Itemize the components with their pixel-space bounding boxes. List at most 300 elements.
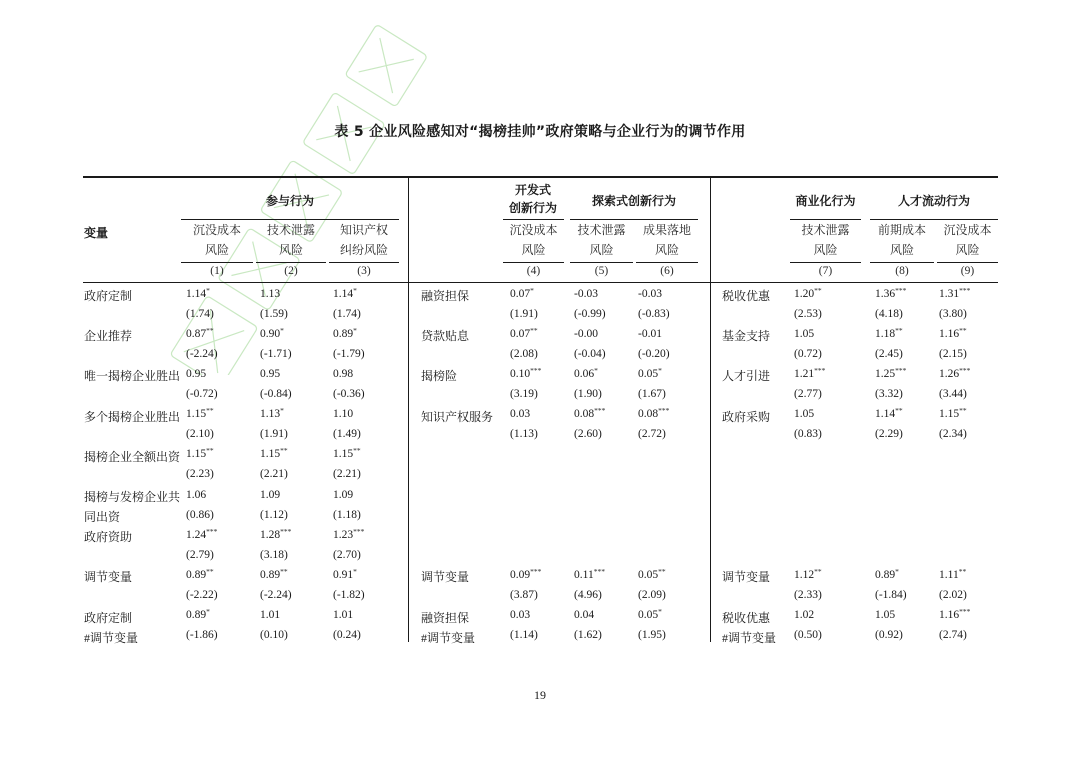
cell-value: (2.77) xyxy=(794,388,822,400)
table-cell xyxy=(260,526,292,541)
significance-stars: *** xyxy=(280,526,292,536)
significance-stars: ** xyxy=(959,325,967,335)
cell-value: 1.16 xyxy=(939,609,960,622)
table-cell xyxy=(794,348,822,360)
table-cell xyxy=(260,489,280,501)
significance-stars: *** xyxy=(353,526,365,536)
significance-stars: ** xyxy=(958,566,967,576)
col-number-4: (4) xyxy=(526,265,541,277)
table-cell xyxy=(794,408,814,420)
group-header-talent-flow: 人才流动行为 xyxy=(897,194,970,208)
cell-value: (-1.71) xyxy=(260,347,292,360)
col-number-2: (2) xyxy=(284,265,298,277)
cell-value: 1.18 xyxy=(875,327,896,340)
cell-value: (2.34) xyxy=(939,428,967,441)
cell-value: (0.92) xyxy=(875,629,903,642)
cell-value: 1.09 xyxy=(333,488,354,501)
table-cell xyxy=(333,489,353,501)
table-cell xyxy=(875,308,903,320)
row-label: 融资担保 xyxy=(421,289,470,303)
table-cell xyxy=(510,365,542,380)
cell-value: 1.23 xyxy=(333,528,354,541)
cell-value: (1.18) xyxy=(333,508,361,521)
cell-value: 1.14 xyxy=(333,287,354,300)
table-cell xyxy=(574,566,605,581)
cell-value: (2.74) xyxy=(939,629,967,642)
cell-value: 0.06 xyxy=(574,367,595,380)
cell-value: (4.18) xyxy=(875,307,903,320)
row-label: 贷款贴息 xyxy=(421,329,470,344)
cell-value: 0.08 xyxy=(638,408,659,421)
cell-value: (1.12) xyxy=(260,508,288,521)
cell-value: 1.05 xyxy=(794,327,815,340)
cell-value: (2.10) xyxy=(186,428,214,441)
table-cell xyxy=(260,408,284,420)
cell-value: 1.11 xyxy=(939,568,959,581)
table-cell xyxy=(794,285,822,300)
cell-value: (-1.86) xyxy=(186,629,218,642)
significance-stars: *** xyxy=(593,566,605,576)
subheader-1: 沉没成本 风险 xyxy=(192,223,241,257)
cell-value: 1.14 xyxy=(186,287,207,300)
cell-value: 1.36 xyxy=(875,287,896,300)
cell-value: 0.95 xyxy=(260,367,281,380)
cell-value: 1.10 xyxy=(333,408,354,421)
table-cell xyxy=(574,589,602,601)
table-cell xyxy=(333,526,365,541)
table-cell xyxy=(875,408,903,420)
table-cell xyxy=(260,368,280,380)
significance-stars: ** xyxy=(206,325,214,335)
table-cell xyxy=(260,325,284,340)
cell-value: (1.90) xyxy=(574,388,602,400)
cell-value: (2.70) xyxy=(333,548,361,561)
table-cell xyxy=(186,609,210,621)
subheader-underline-6 xyxy=(636,262,698,263)
row-label: #调节变量 xyxy=(421,630,476,645)
significance-stars: *** xyxy=(959,607,971,617)
row-label: 人才引进 xyxy=(722,369,771,384)
table-cell xyxy=(333,549,361,561)
significance-stars: *** xyxy=(959,285,971,295)
cell-value: (-0.04) xyxy=(574,347,606,360)
row-label: 揭榜企业全额出资 xyxy=(84,449,181,464)
table-cell xyxy=(574,328,598,340)
table-cell xyxy=(510,325,538,340)
cell-value: (1.59) xyxy=(260,307,288,320)
subheader-underline-9 xyxy=(937,262,998,263)
table-cell xyxy=(333,448,361,460)
cell-value: -0.01 xyxy=(638,327,662,340)
table-cell xyxy=(186,348,218,360)
table-cell xyxy=(510,629,538,641)
cell-value: (-1.84) xyxy=(875,589,907,601)
table-cell xyxy=(939,308,967,320)
cell-value: (3.19) xyxy=(510,388,538,400)
cell-value: (0.10) xyxy=(260,629,288,642)
group-header-participation: 参与行为 xyxy=(265,194,314,208)
table-cell xyxy=(260,629,288,641)
significance-stars: * xyxy=(530,285,534,295)
cell-value: 0.91 xyxy=(333,568,354,581)
table-cell xyxy=(510,566,542,581)
significance-stars: ** xyxy=(658,566,666,576)
table-cell xyxy=(939,629,967,641)
cell-value: 0.87 xyxy=(186,327,207,340)
row-label: 同出资 xyxy=(84,510,121,525)
cell-value: (1.13) xyxy=(510,428,538,441)
cell-value: 1.31 xyxy=(939,287,960,300)
table-cell xyxy=(333,566,357,581)
cell-value: 0.95 xyxy=(186,367,207,380)
cell-value: (2.21) xyxy=(333,468,361,481)
cell-value: 1.15 xyxy=(333,448,354,461)
cell-value: -0.00 xyxy=(574,327,598,340)
cell-value: (0.24) xyxy=(333,629,361,642)
table-cell xyxy=(260,589,292,601)
table-cell xyxy=(638,589,666,601)
cell-value: 1.26 xyxy=(939,367,960,380)
table-cell xyxy=(186,428,214,440)
cell-value: (2.45) xyxy=(875,347,903,360)
table-cell xyxy=(875,285,907,300)
col-number-9: (9) xyxy=(960,265,975,277)
cell-value: 1.14 xyxy=(875,408,896,421)
cell-value: (1.74) xyxy=(186,307,214,320)
table-cell xyxy=(939,428,967,440)
significance-stars: ** xyxy=(814,566,822,576)
col-number-1: (1) xyxy=(210,265,224,277)
group-header-commercialization: 商业化行为 xyxy=(795,194,856,208)
page-number: 19 xyxy=(534,688,546,702)
cell-value: (-0.83) xyxy=(638,307,670,320)
table-cell xyxy=(333,348,365,360)
subheader-7: 技术泄露 风险 xyxy=(801,223,850,257)
table-cell xyxy=(875,609,895,621)
table-cell xyxy=(186,285,210,300)
cell-value: (3.18) xyxy=(260,548,288,561)
row-label: 调节变量 xyxy=(421,570,470,585)
subheader-underline-2 xyxy=(256,262,326,263)
cell-value: 0.09 xyxy=(510,568,531,581)
group-header-exploitative: 开发式 创新行为 xyxy=(508,183,557,215)
significance-stars: * xyxy=(895,566,899,576)
row-label: 揭榜与发榜企业共 xyxy=(84,490,181,504)
cell-value: (-0.99) xyxy=(574,307,606,320)
significance-stars: ** xyxy=(959,406,967,416)
col-number-5: (5) xyxy=(594,265,609,277)
cell-value: (1.91) xyxy=(260,428,288,441)
row-label: 调节变量 xyxy=(722,570,771,585)
table-cell xyxy=(638,348,670,360)
significance-stars: ** xyxy=(353,446,361,456)
table-cell xyxy=(186,526,218,541)
bottom-header-rule xyxy=(83,282,998,283)
significance-stars: * xyxy=(658,365,662,375)
subheader-2: 技术泄露 风险 xyxy=(266,223,315,257)
cell-value: (2.23) xyxy=(186,468,214,481)
table-cell xyxy=(186,629,218,641)
cell-value: (1.74) xyxy=(333,307,361,320)
cell-value: (0.86) xyxy=(186,508,214,521)
significance-stars: ** xyxy=(814,285,822,295)
subheader-8: 前期成本 风险 xyxy=(877,223,926,257)
cell-value: (2.60) xyxy=(574,428,602,441)
row-label: 基金支持 xyxy=(722,329,771,344)
table-cell xyxy=(939,285,971,300)
table-cell xyxy=(186,368,206,380)
table-cell xyxy=(574,408,605,420)
table-cell xyxy=(186,388,218,400)
cell-value: 1.15 xyxy=(939,408,960,421)
significance-stars: ** xyxy=(280,446,288,456)
table-cell xyxy=(333,509,361,521)
table-cell xyxy=(260,388,292,400)
significance-stars: * xyxy=(353,285,357,295)
table-cell xyxy=(794,428,822,440)
group-header-exploratory: 探索式创新行为 xyxy=(591,194,676,208)
table-cell xyxy=(939,388,967,400)
table-cell xyxy=(186,566,214,581)
subheader-underline-5 xyxy=(570,262,633,263)
table-cell xyxy=(333,308,361,320)
cell-value: (3.87) xyxy=(510,589,538,601)
table-cell xyxy=(333,609,353,621)
significance-stars: *** xyxy=(206,526,218,536)
table-cell xyxy=(260,468,288,480)
row-label: 多个揭榜企业胜出 xyxy=(84,409,181,424)
col-number-8: (8) xyxy=(895,265,909,277)
cell-value: (2.72) xyxy=(638,428,666,441)
table-cell xyxy=(794,566,822,581)
cell-value: 0.90 xyxy=(260,327,281,340)
row-label: 政府定制 xyxy=(84,610,133,625)
table-cell xyxy=(638,609,662,621)
cell-value: 0.05 xyxy=(638,568,659,581)
cell-value: 1.05 xyxy=(794,408,815,421)
significance-stars: *** xyxy=(895,365,907,375)
table-cell xyxy=(260,348,292,360)
row-label: 调节变量 xyxy=(84,570,133,585)
table-cell xyxy=(260,428,288,440)
cell-value: 1.06 xyxy=(186,488,207,501)
row-label: #调节变量 xyxy=(84,630,139,645)
table-cell xyxy=(939,408,967,420)
significance-stars: ** xyxy=(895,325,903,335)
table-cell xyxy=(574,629,602,641)
cell-value: 1.16 xyxy=(939,327,960,340)
cell-value: (4.96) xyxy=(574,589,602,601)
table-cell xyxy=(794,629,822,641)
row-label: 知识产权服务 xyxy=(421,409,494,424)
row-label: 揭榜险 xyxy=(421,369,458,384)
subheader-underline-7 xyxy=(790,262,861,263)
cell-value: 1.13 xyxy=(260,287,281,300)
cell-value: (-0.20) xyxy=(638,347,670,360)
table-cell xyxy=(260,549,288,561)
table-cell xyxy=(794,365,826,380)
cell-value: 0.04 xyxy=(574,609,595,622)
table-cell xyxy=(939,589,967,601)
significance-stars: ** xyxy=(206,566,214,576)
table-cell xyxy=(260,566,288,581)
significance-stars: ** xyxy=(895,406,903,416)
table-cell xyxy=(574,609,594,621)
cell-value: -0.03 xyxy=(574,287,598,300)
col-number-3: (3) xyxy=(357,265,371,277)
cell-value: (2.21) xyxy=(260,468,288,481)
table-cell xyxy=(574,288,598,300)
cell-value: 0.05 xyxy=(638,609,659,622)
table-cell xyxy=(186,448,214,460)
table-cell xyxy=(875,566,899,581)
table-cell xyxy=(260,308,288,320)
row-label: 税收优惠 xyxy=(722,610,771,625)
cell-value: 1.15 xyxy=(260,448,281,461)
row-label: 唯一揭榜企业胜出 xyxy=(84,369,181,384)
table-cell xyxy=(510,408,530,420)
table-cell xyxy=(574,428,602,440)
subheader-underline-1 xyxy=(181,262,253,263)
cell-value: (-0.84) xyxy=(260,388,292,400)
significance-stars: * xyxy=(206,607,210,617)
subheader-3: 知识产权 纠纷风险 xyxy=(339,223,388,257)
table-cell xyxy=(186,408,214,420)
cell-value: (1.67) xyxy=(638,388,666,400)
table-cell xyxy=(186,468,214,480)
row-label: 融资担保 xyxy=(421,610,470,625)
top-rule xyxy=(83,176,998,178)
table-cell xyxy=(510,348,538,360)
table-cell xyxy=(333,368,353,380)
cell-value: (1.49) xyxy=(333,428,361,441)
cell-value: (3.32) xyxy=(875,388,903,400)
cell-value: 0.05 xyxy=(638,367,659,380)
table-cell xyxy=(875,365,907,380)
significance-stars: *** xyxy=(594,406,606,416)
table-cell xyxy=(574,308,606,320)
variable-header: 变量 xyxy=(84,226,109,240)
cell-value: (2.15) xyxy=(939,347,967,360)
table-cell xyxy=(794,328,814,340)
significance-stars: * xyxy=(280,406,284,416)
table-cell xyxy=(574,365,598,380)
subheader-5: 技术泄露 风险 xyxy=(577,223,626,257)
table-cell xyxy=(574,388,602,400)
table-cell xyxy=(939,566,967,581)
cell-value: 1.09 xyxy=(260,488,281,501)
table-cell xyxy=(510,609,530,621)
cell-value: (-1.82) xyxy=(333,589,365,601)
table-cell xyxy=(794,308,822,320)
table-cell xyxy=(794,609,814,621)
cell-value: 0.03 xyxy=(510,609,531,622)
cell-value: 0.89 xyxy=(875,568,896,581)
cell-value: (-0.72) xyxy=(186,388,218,400)
table-cell xyxy=(875,325,903,340)
cell-value: (1.62) xyxy=(574,629,602,642)
cell-value: 1.15 xyxy=(186,408,207,421)
cell-value: 0.89 xyxy=(186,609,207,622)
cell-value: 0.08 xyxy=(574,408,595,421)
table-cell xyxy=(574,348,606,360)
table-cell xyxy=(333,325,357,340)
significance-stars: * xyxy=(353,566,357,576)
cell-value: 1.05 xyxy=(875,609,896,622)
table-cell xyxy=(510,308,538,320)
table-cell xyxy=(333,629,361,641)
table-cell xyxy=(186,489,206,501)
significance-stars: * xyxy=(280,325,284,335)
cell-value: (-1.79) xyxy=(333,347,365,360)
table-cell xyxy=(510,428,538,440)
cell-value: 0.11 xyxy=(574,568,594,581)
cell-value: -0.03 xyxy=(638,287,662,300)
cell-value: 1.01 xyxy=(333,609,354,622)
cell-value: 0.89 xyxy=(186,568,207,581)
col-number-6: (6) xyxy=(660,265,674,277)
cell-value: (2.53) xyxy=(794,307,822,320)
cell-value: 0.03 xyxy=(510,408,531,421)
table-cell xyxy=(875,388,903,400)
cell-value: (0.72) xyxy=(794,347,822,360)
table-cell xyxy=(333,408,353,420)
significance-stars: *** xyxy=(959,365,971,375)
row-label: #调节变量 xyxy=(722,630,777,645)
row-label: 企业推荐 xyxy=(84,329,133,344)
cell-value: 0.07 xyxy=(510,327,531,340)
table-cell xyxy=(186,589,218,601)
table-cell xyxy=(186,308,214,320)
cell-value: (2.02) xyxy=(939,589,967,601)
subheader-9: 沉没成本 风险 xyxy=(943,223,992,257)
cell-value: 1.02 xyxy=(794,609,815,622)
cell-value: (1.95) xyxy=(638,629,666,642)
cell-value: (-0.36) xyxy=(333,388,365,400)
table-cell xyxy=(186,549,214,561)
row-label: 政府定制 xyxy=(84,289,133,303)
cell-value: (3.44) xyxy=(939,388,967,400)
cell-value: (-2.24) xyxy=(186,347,218,360)
significance-stars: *** xyxy=(895,285,907,295)
cell-value: 1.12 xyxy=(794,568,815,581)
table-cell xyxy=(638,328,662,340)
divider-1 xyxy=(408,176,409,642)
table-cell xyxy=(333,468,361,480)
table-cell xyxy=(510,388,538,400)
divider-2 xyxy=(710,176,711,642)
cell-value: 0.89 xyxy=(333,327,354,340)
cell-value: 1.15 xyxy=(186,448,207,461)
table-cell xyxy=(260,288,280,300)
subheader-underline-4 xyxy=(503,262,564,263)
table-cell xyxy=(333,285,357,300)
cell-value: (1.14) xyxy=(510,629,538,642)
significance-stars: *** xyxy=(530,566,542,576)
table-cell xyxy=(794,388,822,400)
cell-value: 1.28 xyxy=(260,528,281,541)
table-cell xyxy=(875,348,903,360)
table-cell xyxy=(794,589,822,601)
cell-value: 0.10 xyxy=(510,367,531,380)
table-cell xyxy=(638,566,666,581)
cell-value: (0.50) xyxy=(794,629,822,642)
significance-stars: *** xyxy=(530,365,542,375)
cell-value: (1.91) xyxy=(510,307,538,320)
significance-stars: ** xyxy=(206,446,214,456)
table-cell xyxy=(510,285,534,300)
cell-value: 1.20 xyxy=(794,287,815,300)
